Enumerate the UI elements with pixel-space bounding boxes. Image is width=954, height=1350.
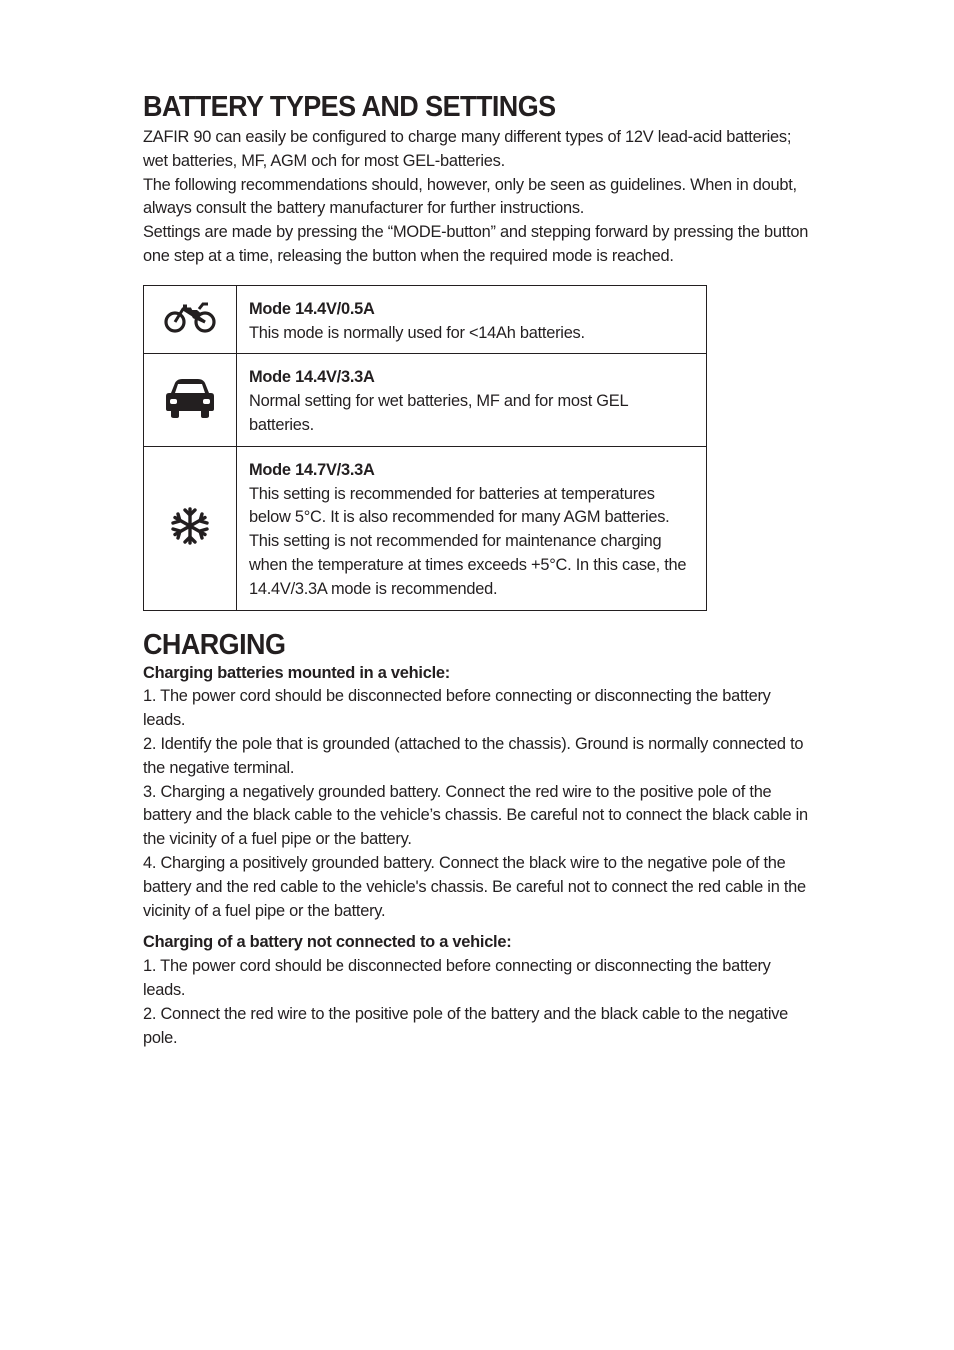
mode-text-cell: [237, 285, 707, 354]
section-heading-charging: CHARGING: [143, 628, 286, 661]
mode-icon-cell: [144, 354, 237, 446]
mode-row-car: [144, 354, 707, 446]
mode-text-cell: [237, 354, 707, 446]
mode-row-motorcycle: [144, 285, 707, 354]
intro-paragraph: Settings are made by pressing the “MODE-button” and stepping forward by pressing the button one step at a time, releasing the button when the required mode is reached.: [143, 223, 809, 265]
mode-title: Mode 14.4V/0.5A: [249, 299, 375, 318]
mode-description: This mode is normally used for <14Ah batteries.: [249, 323, 585, 342]
motorcycle-icon: [163, 300, 217, 339]
step-item: 4. Charging a positively grounded battery. Connect the black wire to the negative pole of the battery and the red cable to the vehicle's chassis. Be careful not to connect the red cable in the vicinity of a fuel pipe or the battery.: [143, 853, 806, 920]
mode-row-snowflake: [144, 446, 707, 610]
standalone-charging-section: [143, 931, 813, 1050]
mode-description: Normal setting for wet batteries, MF and for most GEL batteries.: [249, 392, 628, 434]
intro-paragraph: The following recommendations should, however, only be seen as guidelines. When in doubt, always consult the battery manufacturer for further instructions.: [143, 175, 797, 218]
car-icon: [165, 377, 215, 424]
step-item: 1. The power cord should be disconnected before connecting or disconnecting the battery leads.: [143, 957, 771, 999]
vehicle-subheading: Charging batteries mounted in a vehicle:: [143, 663, 450, 682]
modes-table: [143, 285, 707, 611]
section-heading-battery-types: BATTERY TYPES AND SETTINGS: [143, 91, 556, 123]
step-item: 2. Connect the red wire to the positive pole of the battery and the black cable to the negative pole.: [143, 1004, 789, 1047]
step-item: 2. Identify the pole that is grounded (attached to the chassis). Ground is normally connected to the negative terminal.: [143, 734, 804, 777]
mode-title: Mode 14.4V/3.3A: [249, 368, 375, 387]
mode-description: This setting is recommended for batteries at temperatures below 5°C. It is also recommended for many AGM batteries. This setting is not recommended for maintenance charging when the temperature at times exceeds +5°C. In this case, the 14.4V/3.3A mode is recommended.: [249, 484, 687, 598]
intro-paragraph: ZAFIR 90 can easily be configured to charge many different types of 12V lead-acid batteries; wet batteries, MF, AGM och for most GEL-batteries.: [143, 128, 792, 170]
snowflake-icon: [170, 506, 210, 551]
mode-text-cell: [237, 446, 707, 610]
vehicle-charging-section: [143, 662, 813, 924]
step-item: 1. The power cord should be disconnected before connecting or disconnecting the battery leads.: [143, 687, 771, 730]
mode-title: Mode 14.7V/3.3A: [249, 460, 375, 479]
standalone-subheading: Charging of a battery not connected to a vehicle:: [143, 933, 512, 952]
mode-icon-cell: [144, 285, 237, 354]
intro-text: [143, 126, 813, 269]
step-item: 3. Charging a negatively grounded battery. Connect the red wire to the positive pole of the battery and the black cable to the vehicle’s chassis. Be careful not to connect the black cable in the vicinity of a fuel pipe or the battery.: [143, 782, 808, 849]
manual-page: [143, 90, 813, 1050]
mode-icon-cell: [144, 446, 237, 610]
